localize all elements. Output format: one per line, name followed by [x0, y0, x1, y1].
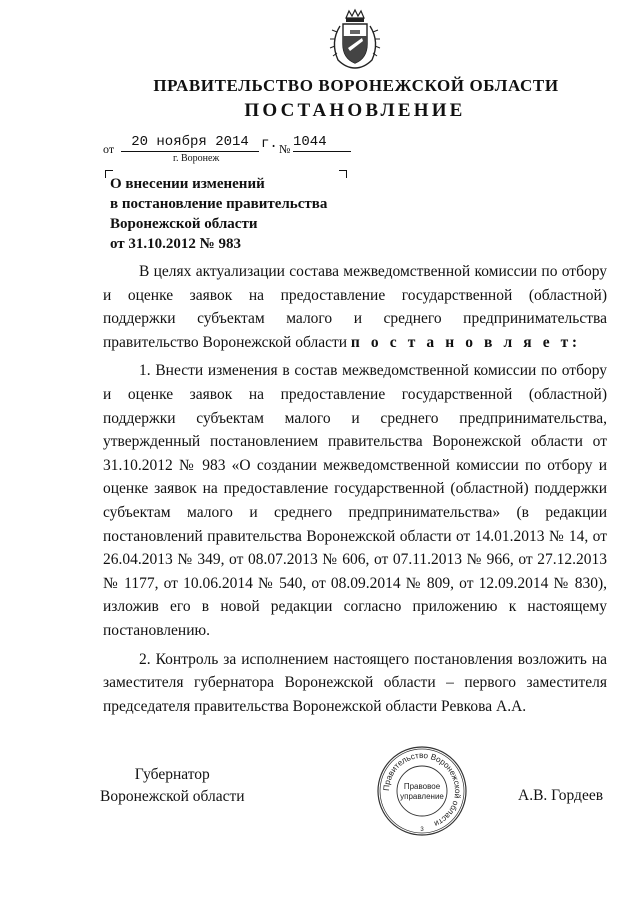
official-stamp — [376, 745, 468, 837]
coat-of-arms-icon — [326, 8, 384, 70]
decree-word: п о с т а н о в л я е т: — [350, 333, 581, 351]
number-label: № — [279, 142, 291, 156]
subject-line: от 31.10.2012 № 983 — [110, 236, 241, 252]
preamble-paragraph — [103, 260, 607, 354]
document-type-title: ПОСТАНОВЛЕНИЕ — [244, 100, 466, 121]
stamp-ring-text: Правительство Воронежской области — [381, 750, 463, 829]
signatory-position — [100, 764, 245, 808]
document-body — [103, 260, 607, 720]
position-line: Губернатор — [134, 766, 210, 783]
subject-line: О внесении изменений — [110, 176, 265, 192]
subject-line: Воронежской области — [110, 216, 258, 232]
preamble-text: В целях актуализации состава межведомственной комиссии по отбору и оценке заявок на предоставление государственной (областной) поддержки субъектам малого и среднего предпринимательства правительство Воронежской области — [103, 263, 607, 351]
stamp-center-line: управление — [400, 792, 444, 801]
from-label: от — [103, 142, 115, 156]
document-number: 1044 — [293, 134, 351, 152]
document-date: 20 ноября 2014 — [121, 134, 259, 152]
subject-line: в постановление правительства — [110, 196, 328, 212]
document-meta — [103, 132, 363, 172]
document-city: г. Воронеж — [173, 153, 220, 164]
position-line: Воронежской области — [100, 788, 245, 805]
subject-corner-right — [339, 170, 347, 178]
organization-title: ПРАВИТЕЛЬСТВО ВОРОНЕЖСКОЙ ОБЛАСТИ — [153, 76, 559, 95]
signatory-name: А.В. Гордеев — [518, 787, 604, 804]
stamp-center-line: Правовое — [403, 782, 441, 791]
item-2-paragraph: 2. Контроль за исполнением настоящего постановления возложить на заместителя губернатора Воронежской области – первого заместителя председателя правительства Воронежской области Ревкова А.А. — [103, 650, 607, 715]
stamp-bottom-mark: 3 — [420, 827, 424, 833]
document-subject — [110, 174, 327, 254]
item-1-paragraph: 1. Внести изменения в состав межведомственной комиссии по отбору и оценке заявок на предоставление государственной (областной) поддержки субъектам малого и среднего предпринимательства, утвержденный постановлением правительства Воронежской области от 31.10.2012 № 983 «О создании межведомственной комиссии по отбору и оценке заявок на предоставление государственной (областной) поддержки субъектам малого и среднего предпринимательства» (в редакции постановлений правительства Воронежской области от 14.01.2013 № 14, от 26.04.2013 № 349, от 08.07.2013 № 606, от 07.11.2013 № 966, от 27.12.2013 № 1177, от 10.06.2014 № 540, от 08.09.2014 № 809, от 12.09.2014 № 830), изложив его в новой редакции согласно приложению к настоящему постановлению. — [103, 362, 607, 639]
year-suffix: г. — [261, 136, 278, 152]
